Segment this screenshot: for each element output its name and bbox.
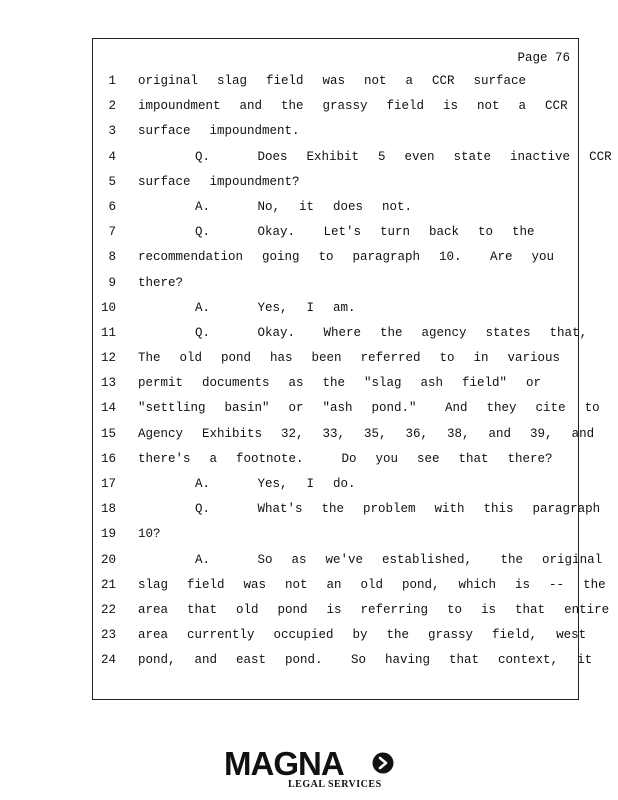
line-number: 12 [100,351,116,366]
transcript-line [93,220,578,245]
line-text: surface impoundment. [138,124,300,139]
transcript-line [93,396,600,421]
line-text: surface impoundment? [138,174,300,189]
line-text: Q. Okay. Let's turn back to the [138,225,535,240]
logo-wordmark: MAGNA [224,745,344,782]
transcript-line [93,447,578,472]
line-text: Agency Exhibits 32, 33, 35, 36, 38, and 39, and [138,426,595,441]
line-number: 9 [108,275,116,290]
line-text: A. No, it does not. [138,199,413,214]
line-text: A. So as we've established, the original [138,552,603,567]
line-text: Q. Does Exhibit 5 even state inactive CCR [138,149,612,164]
line-number: 22 [100,602,116,617]
line-number: 2 [108,99,116,114]
transcript-line [93,346,578,371]
line-number: 5 [108,174,116,189]
line-number: 21 [100,577,116,592]
line-text: Q. What's the problem with this paragraph [138,502,601,517]
line-text: A. Yes, I am. [138,300,356,315]
circle-chevron-right-icon [372,752,394,774]
transcript-line [93,94,578,119]
line-number: 10 [100,300,116,315]
line-text: permit documents as the "slag ash field" or [138,376,542,391]
transcript-line [93,598,610,623]
line-number: 20 [100,552,116,567]
line-number: 3 [108,124,116,139]
line-number: 11 [100,325,116,340]
line-number: 7 [108,225,116,240]
line-text: A. Yes, I do. [138,477,356,491]
line-number: 24 [100,653,116,668]
transcript-line [93,497,601,522]
transcript-line [93,371,578,396]
logo-tagline: LEGAL SERVICES [288,779,382,790]
transcript-line [93,422,595,447]
line-text: recommendation going to paragraph 10. Are you [138,250,555,265]
line-number: 8 [108,250,116,265]
transcript-line [93,321,588,346]
line-text: Q. Okay. Where the agency states that, [138,325,588,340]
line-number: 17 [100,477,116,491]
line-number: 1 [108,74,116,88]
transcript-line [93,170,578,195]
line-text: area that old pond is referring to is that entire [138,602,610,617]
line-number: 18 [100,502,116,517]
transcript-line [93,245,578,270]
transcript-line [93,119,578,144]
transcript-line [93,573,606,598]
transcript-line [93,145,612,170]
transcript-line [93,195,578,220]
line-text: 10? [138,527,161,542]
line-text: there? [138,275,184,290]
line-text: original slag field was not a CCR surface [138,74,527,88]
line-number: 14 [100,401,116,416]
line-text: there's a footnote. Do you see that there? [138,451,553,466]
line-number: 13 [100,376,116,391]
magna-logo [224,746,396,792]
line-number: 16 [100,451,116,466]
transcript-line [93,296,578,321]
line-text: pond, and east pond. So having that context, it [138,653,593,668]
transcript-line [93,623,587,648]
transcript-page [92,38,612,700]
transcript-line [93,648,593,673]
transcript-line [93,69,578,94]
line-number: 15 [100,426,116,441]
transcript-lines [93,69,612,674]
transcript-line [93,548,603,573]
line-text: slag field was not an old pond, which is -- the [138,577,606,592]
line-text: The old pond has been referred to in various [138,351,561,366]
page-number: Page 76 [517,51,570,65]
line-text: area currently occupied by the grassy field, west [138,628,587,643]
transcript-line [93,522,578,547]
line-number: 4 [108,149,116,164]
transcript-line [93,271,578,296]
transcript-line [93,472,578,497]
line-text: impoundment and the grassy field is not a CCR [138,99,568,114]
line-number: 23 [100,628,116,643]
line-number: 6 [108,199,116,214]
line-text: "settling basin" or "ash pond." And they cite to [138,401,600,416]
line-number: 19 [100,527,116,542]
